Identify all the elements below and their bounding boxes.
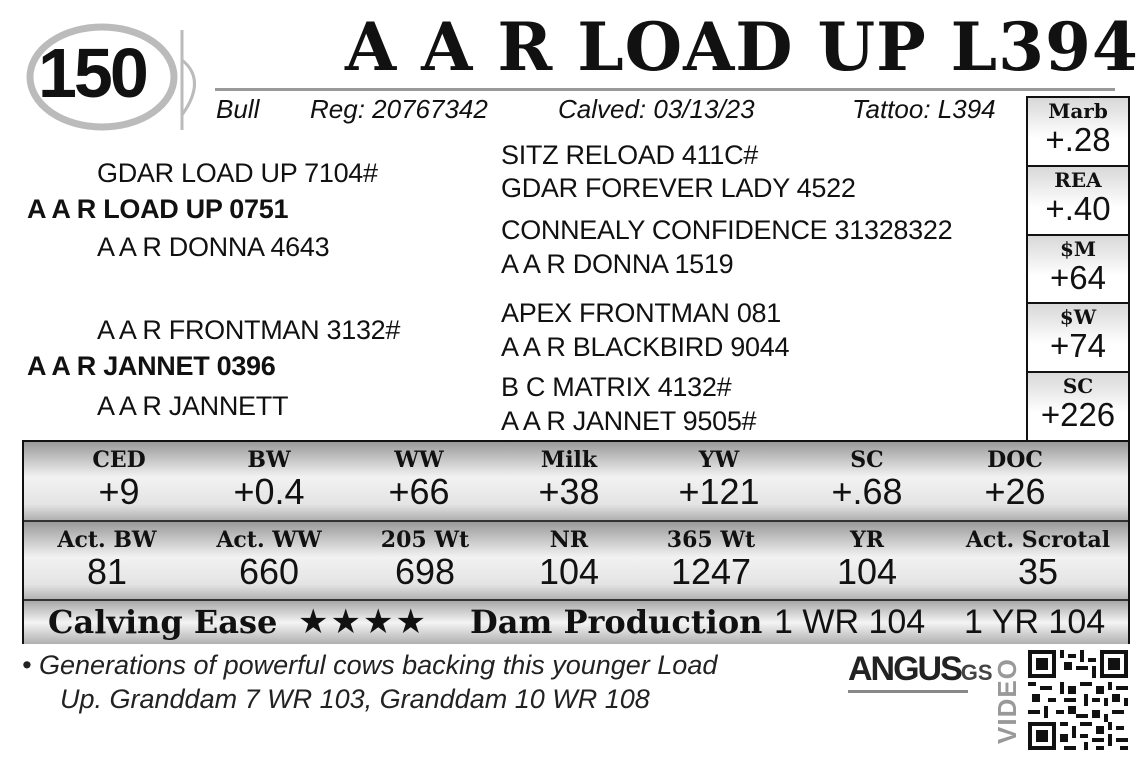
pedigree-sire-dam: A A R DONNA 4643 [97,232,330,262]
actual-label: 365 Wt [666,527,756,553]
epd-label: Milk [540,447,598,473]
lot-number: 150 [38,34,146,112]
actual-cell [32,522,182,592]
pedigree-dam-dam: A A R JANNETT [97,391,289,421]
pedigree-ssd: GDAR FOREVER LADY 4522 [501,173,856,203]
animal-name: A A R LOAD UP L394 [345,8,1139,86]
side-epd-cell [1028,304,1128,373]
epd-cell [494,442,644,512]
video-text: VIDEO [992,658,1022,744]
epd-value: +0.4 [233,471,305,512]
pedigree-dsd: A A R BLACKBIRD 9044 [501,332,790,362]
actual-label: Act. WW [216,527,322,553]
notes-line-1: • Generations of powerful cows backing this younger Load [22,650,718,680]
actual-value: 104 [836,551,898,592]
side-epd-label: $W [1059,305,1097,330]
epd-label: DOC [987,447,1043,473]
pedigree-dam-sire: A A R FRONTMAN 3132# [97,315,401,345]
pedigree-dam: A A R JANNET 0396 [27,351,276,381]
epd-label: WW [394,447,444,473]
actual-cell [350,522,500,592]
pedigree-dss: APEX FRONTMAN 081 [501,298,781,328]
actual-value: 1247 [670,551,752,592]
sex: Bull [216,94,260,124]
epd-value: +38 [538,471,600,512]
calved-date: Calved: 03/13/23 [558,94,755,124]
gs-logo-text: GS [960,660,993,685]
epd-value: +66 [388,471,450,512]
calving-ease-label: Calving Ease [48,603,278,641]
actual-label: Act. Scrotal [965,527,1111,553]
epd-label: CED [92,447,146,473]
epd-label: YW [698,447,740,473]
pedigree-sire: A A R LOAD UP 0751 [27,194,289,224]
side-epd-box [1026,96,1130,442]
pedigree-dds: B C MATRIX 4132# [501,372,732,402]
pedigree-sire-sire: GDAR LOAD UP 7104# [97,158,378,188]
angus-gs-logo [848,650,993,712]
registration: Reg: 20767342 [310,94,488,124]
video-label[interactable] [990,652,1020,747]
actual-value: 660 [238,551,300,592]
logo-underline [848,690,968,693]
side-epd-value: +.40 [1045,189,1111,227]
epd-cell [644,442,794,512]
dam-production-yr: 1 YR 104 [964,603,1106,641]
side-epd-label: SC [1062,374,1094,399]
side-epd-value: +.28 [1045,121,1111,158]
notes [22,648,822,716]
title-rule [215,88,1115,91]
epd-label: SC [850,447,884,473]
actual-value: 698 [394,551,456,592]
dam-production-wr: 1 WR 104 [774,603,926,641]
notes-line-2: Up. Granddam 7 WR 103, Granddam 10 WR 108 [60,684,650,714]
actual-cell [636,522,786,592]
actual-value: 35 [1017,551,1059,592]
epd-cell [194,442,344,512]
actual-label: YR [850,527,884,553]
calving-ease-stars: ★★★★ [298,603,428,641]
actual-value: 104 [538,551,600,592]
side-epd-cell [1028,373,1128,440]
epd-row [24,442,1128,520]
performance-table [22,440,1130,644]
ease-row [24,599,1128,644]
actual-cell [194,522,344,592]
actual-label: Act. BW [57,527,157,553]
epd-cell [940,442,1090,512]
video-qr-code[interactable] [1028,650,1128,750]
epd-label: BW [247,447,291,473]
side-epd-value: +74 [1050,327,1106,365]
pedigree-ddd: A A R JANNET 9505# [501,406,757,436]
actual-label: 205 Wt [380,527,470,553]
side-epd-value: +226 [1040,396,1116,434]
side-epd-label: Marb [1048,99,1108,123]
epd-cell [344,442,494,512]
dam-production-label: Dam Production [470,603,763,641]
actual-cell [948,522,1128,592]
actual-value: 81 [86,551,128,592]
side-epd-label: $M [1059,236,1097,261]
side-epd-cell [1028,236,1128,305]
pedigree-sdd: A A R DONNA 1519 [501,249,734,279]
actual-cell [792,522,942,592]
tattoo: Tattoo: L394 [852,94,996,124]
side-epd-label: REA [1054,167,1102,192]
angus-logo-text: ANGUS [848,650,961,688]
actual-cell [494,522,644,592]
pedigree-sds: CONNEALY CONFIDENCE 31328322 [501,215,953,245]
epd-value: +121 [678,471,760,512]
epd-cell [44,442,194,512]
actual-label: NR [549,527,589,553]
side-epd-value: +64 [1050,258,1106,296]
pedigree-sss: SITZ RELOAD 411C# [501,140,758,170]
side-epd-cell [1028,98,1128,167]
actuals-row [24,520,1128,600]
epd-value: +.68 [831,471,903,512]
side-epd-cell [1028,167,1128,236]
epd-value: +9 [98,471,140,512]
epd-value: +26 [984,471,1046,512]
epd-cell [792,442,942,512]
